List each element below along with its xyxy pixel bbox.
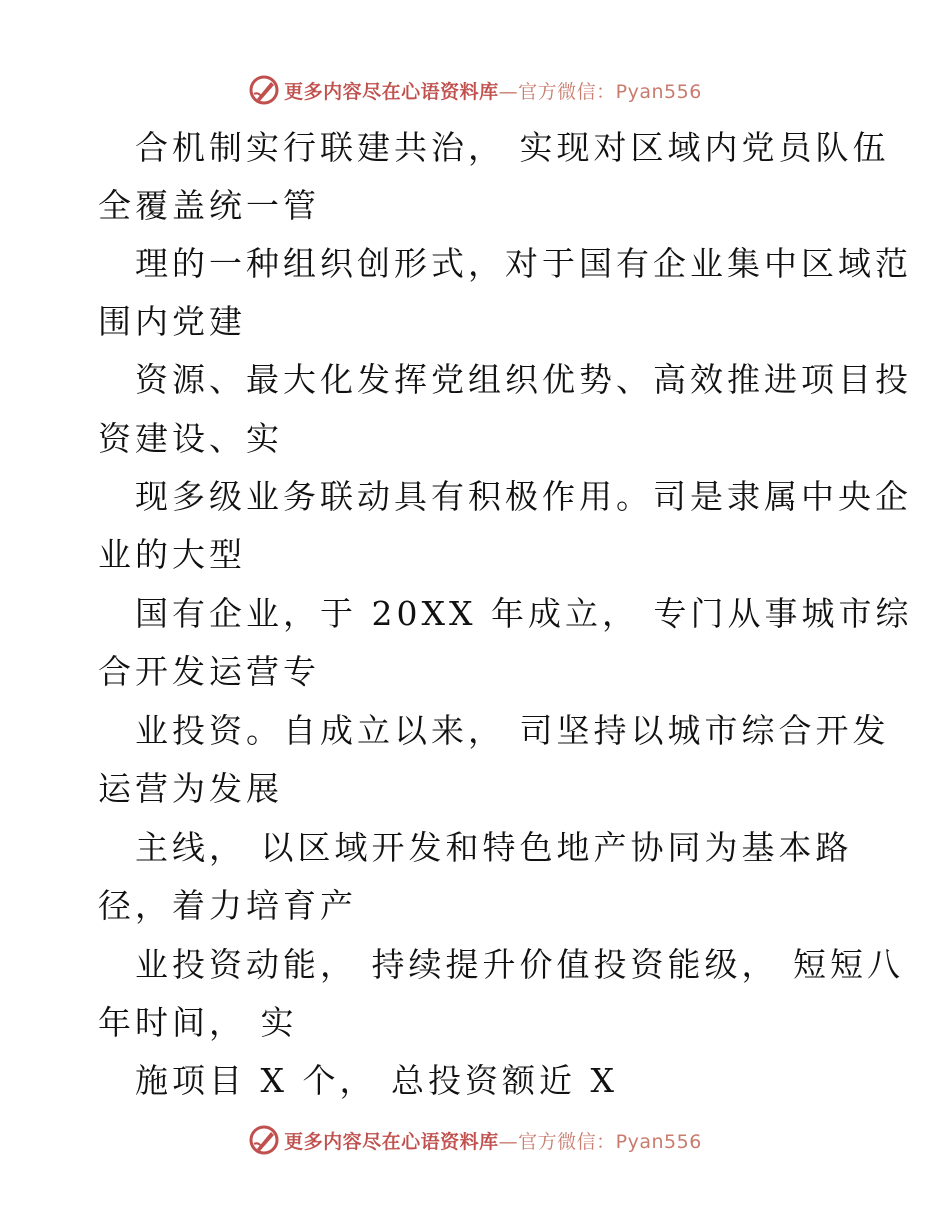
- body-line: 合机制实行联建共治， 实现对区域内党员队伍: [135, 128, 890, 167]
- footer-banner-highlight: 更多内容尽在心语资料库: [284, 1130, 499, 1153]
- footer-banner-text: [284, 1127, 702, 1154]
- body-line: 业投资动能， 持续提升价值投资能级， 短短八: [135, 945, 904, 984]
- header-banner-highlight: 更多内容尽在心语资料库: [284, 80, 499, 103]
- body-line: 径，着力培育产: [98, 886, 357, 925]
- body-line: 国有企业，于 20XX 年成立， 专门从事城市综: [135, 594, 913, 633]
- footer-banner-rest: —官方微信：Pyan556: [498, 1130, 702, 1153]
- footer-banner: [0, 1120, 950, 1160]
- body-line: 全覆盖统一管: [98, 186, 320, 225]
- body-line: 现多级业务联动具有积极作用。司是隶属中央企: [135, 477, 912, 516]
- body-line: 业投资。自成立以来， 司坚持以城市综合开发: [135, 711, 890, 750]
- body-line: 运营为发展: [98, 769, 283, 808]
- body-line: 施项目 X 个， 总投资额近 X: [135, 1061, 618, 1100]
- body-line: 资建设、实: [98, 419, 283, 458]
- header-banner-rest: —官方微信：Pyan556: [498, 80, 702, 103]
- body-line: 年时间， 实: [98, 1003, 298, 1042]
- body-line: 资源、最大化发挥党组织优势、高效推进项目投: [135, 360, 912, 399]
- quill-in-circle-logo-icon: [248, 1124, 280, 1156]
- body-line: 业的大型: [98, 535, 246, 574]
- body-line: 理的一种组织创形式，对于国有企业集中区域范: [135, 244, 912, 283]
- body-line: 围内党建: [98, 302, 246, 341]
- body-line: 主线， 以区域开发和特色地产协同为基本路: [135, 828, 853, 867]
- body-line: 合开发运营专: [98, 652, 320, 691]
